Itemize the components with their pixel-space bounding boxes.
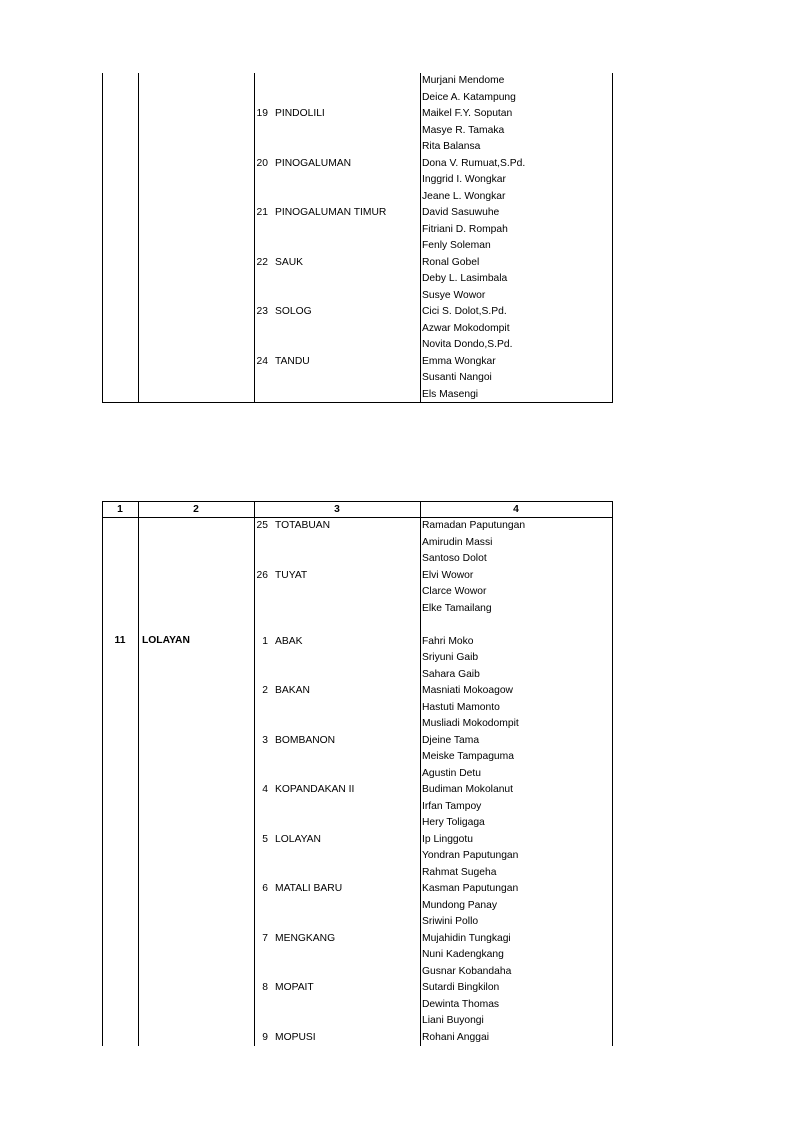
person-name: Rohani Anggai <box>422 1031 489 1043</box>
village-number <box>254 551 268 568</box>
header-col-4: 4 <box>513 504 519 515</box>
village-number: 8 <box>262 982 268 993</box>
header-col-2: 2 <box>193 504 199 515</box>
village-number <box>254 766 268 783</box>
person-name: Budiman Mokolanut <box>422 784 514 795</box>
village-number <box>254 997 268 1014</box>
village-number: 5 <box>262 833 268 845</box>
person-name: Nuni Kadengkang <box>422 949 504 960</box>
village-name: MOPAIT <box>275 982 314 993</box>
table-main <box>102 501 613 1046</box>
village-number: 20 <box>256 157 268 169</box>
header-col-1: 1 <box>117 504 123 515</box>
village-number <box>254 815 268 832</box>
column-border <box>138 73 139 403</box>
person-name: Murjani Mendome <box>422 75 505 86</box>
table-continuation <box>102 73 613 403</box>
village-number <box>254 865 268 882</box>
person-name: Inggrid I. Wongkar <box>422 174 506 185</box>
person-name: Azwar Mokodompit <box>422 322 510 334</box>
person-name: Amirudin Massi <box>422 536 493 548</box>
village-name: PINOGALUMAN <box>275 157 352 169</box>
village-number: 21 <box>256 207 268 218</box>
village-number <box>254 947 268 964</box>
person-name: Fahri Moko <box>422 635 474 647</box>
column-border <box>612 501 613 1046</box>
village-name: PINOGALUMAN TIMUR <box>275 207 387 218</box>
person-name: Yondran Paputungan <box>422 850 519 861</box>
village-number <box>254 370 268 387</box>
village-name: BAKAN <box>275 685 310 696</box>
person-name: Els Masengi <box>422 388 479 400</box>
person-name: Djeine Tama <box>422 734 480 746</box>
village-number: 3 <box>262 734 268 746</box>
person-name: Fenly Soleman <box>422 240 491 251</box>
person-name: Masye R. Tamaka <box>422 124 505 136</box>
kecamatan-name: LOLAYAN <box>142 635 190 646</box>
person-name: Ronal Gobel <box>422 256 480 268</box>
village-name: BOMBANON <box>275 734 336 746</box>
village-number <box>254 749 268 766</box>
village-number <box>254 321 268 338</box>
village-number <box>254 387 268 404</box>
person-name: Deby L. Lasimbala <box>422 273 508 284</box>
column-border <box>102 501 103 1046</box>
person-name: Sutardi Bingkilon <box>422 982 500 993</box>
person-name: Hastuti Mamonto <box>422 701 500 713</box>
person-name: Susye Wowor <box>422 289 486 301</box>
village-name: LOLAYAN <box>275 833 321 845</box>
person-name: Ramadan Paputungan <box>422 520 526 531</box>
person-name: Irfan Tampoy <box>422 800 482 812</box>
village-number: 24 <box>256 355 268 367</box>
person-name: Dewinta Thomas <box>422 998 500 1010</box>
person-name: Santoso Dolot <box>422 553 487 564</box>
village-number <box>254 617 268 634</box>
person-name: Elvi Wowor <box>422 569 474 581</box>
person-name: Rita Balansa <box>422 141 481 152</box>
village-number <box>254 650 268 667</box>
village-number <box>254 189 268 206</box>
person-name: Jeane L. Wongkar <box>422 190 506 202</box>
person-name: Cici S. Dolot,S.Pd. <box>422 306 507 317</box>
village-number <box>254 139 268 156</box>
person-name: Hery Toligaga <box>422 817 485 828</box>
person-name: Sriyuni Gaib <box>422 652 479 663</box>
person-name: Sriwini Pollo <box>422 916 479 927</box>
village-number <box>254 1013 268 1030</box>
village-number: 26 <box>256 569 268 581</box>
village-number <box>254 848 268 865</box>
village-number <box>254 222 268 239</box>
village-number: 6 <box>262 883 268 894</box>
village-number: 19 <box>256 108 268 119</box>
column-border <box>420 73 421 403</box>
village-number: 1 <box>262 635 268 647</box>
village-number <box>254 898 268 915</box>
person-name: Agustin Detu <box>422 767 481 779</box>
village-name: TOTABUAN <box>275 520 331 531</box>
village-name: TANDU <box>275 355 310 367</box>
village-number: 23 <box>256 306 268 317</box>
header-bottom-border <box>102 517 613 518</box>
table-bottom-border <box>102 402 613 403</box>
person-name: Mujahidin Tungkagi <box>422 932 511 944</box>
person-name: Kasman Paputungan <box>422 883 519 894</box>
person-name: Dona V. Rumuat,S.Pd. <box>422 157 526 169</box>
village-name: PINDOLILI <box>275 108 325 119</box>
village-number <box>254 123 268 140</box>
person-name: Masniati Mokoagow <box>422 685 513 696</box>
village-name: SOLOG <box>275 306 312 317</box>
village-number: 7 <box>262 932 268 944</box>
village-number <box>254 90 268 107</box>
village-number <box>254 914 268 931</box>
person-name: Ip Linggotu <box>422 833 473 845</box>
person-name: Meiske Tampaguma <box>422 751 514 762</box>
person-name: Mundong Panay <box>422 899 497 911</box>
column-border <box>612 73 613 403</box>
village-number <box>254 716 268 733</box>
village-number <box>254 700 268 717</box>
village-number <box>254 667 268 684</box>
person-name: Clarce Wowor <box>422 586 487 597</box>
village-number <box>254 172 268 189</box>
village-number <box>254 271 268 288</box>
village-name: MATALI BARU <box>275 883 343 894</box>
header-col-3: 3 <box>334 504 340 515</box>
village-name: TUYAT <box>275 569 308 581</box>
person-name: Novita Dondo,S.Pd. <box>422 339 513 350</box>
village-number <box>254 601 268 618</box>
person-name: David Sasuwuhe <box>422 207 500 218</box>
person-name: Fitriani D. Rompah <box>422 223 508 235</box>
village-number <box>254 337 268 354</box>
column-border <box>138 501 139 1046</box>
village-number: 25 <box>256 520 268 531</box>
person-name: Emma Wongkar <box>422 355 496 367</box>
village-name: MOPUSI <box>275 1031 316 1043</box>
village-number <box>254 238 268 255</box>
village-number <box>254 288 268 305</box>
column-border <box>102 73 103 403</box>
village-number <box>254 584 268 601</box>
person-name: Gusnar Kobandaha <box>422 965 512 977</box>
village-number: 2 <box>262 685 268 696</box>
village-number <box>254 799 268 816</box>
village-number: 4 <box>262 784 268 795</box>
person-name: Deice A. Katampung <box>422 91 516 103</box>
village-number: 9 <box>262 1031 268 1043</box>
person-name: Liani Buyongi <box>422 1015 484 1026</box>
village-number: 22 <box>256 256 268 268</box>
person-name: Rahmat Sugeha <box>422 866 497 878</box>
column-border <box>420 501 421 1046</box>
person-name: Musliadi Mokodompit <box>422 718 519 729</box>
village-name: MENGKANG <box>275 932 336 944</box>
village-number <box>254 964 268 981</box>
kecamatan-number: 11 <box>114 635 126 646</box>
person-name: Sahara Gaib <box>422 668 480 680</box>
village-name: SAUK <box>275 256 304 268</box>
person-name: Maikel F.Y. Soputan <box>422 108 513 119</box>
person-name: Susanti Nangoi <box>422 372 492 383</box>
village-number <box>254 73 268 90</box>
person-name: Elke Tamailang <box>422 602 492 614</box>
village-number <box>254 535 268 552</box>
village-name: ABAK <box>275 635 303 647</box>
village-name: KOPANDAKAN II <box>275 784 355 795</box>
